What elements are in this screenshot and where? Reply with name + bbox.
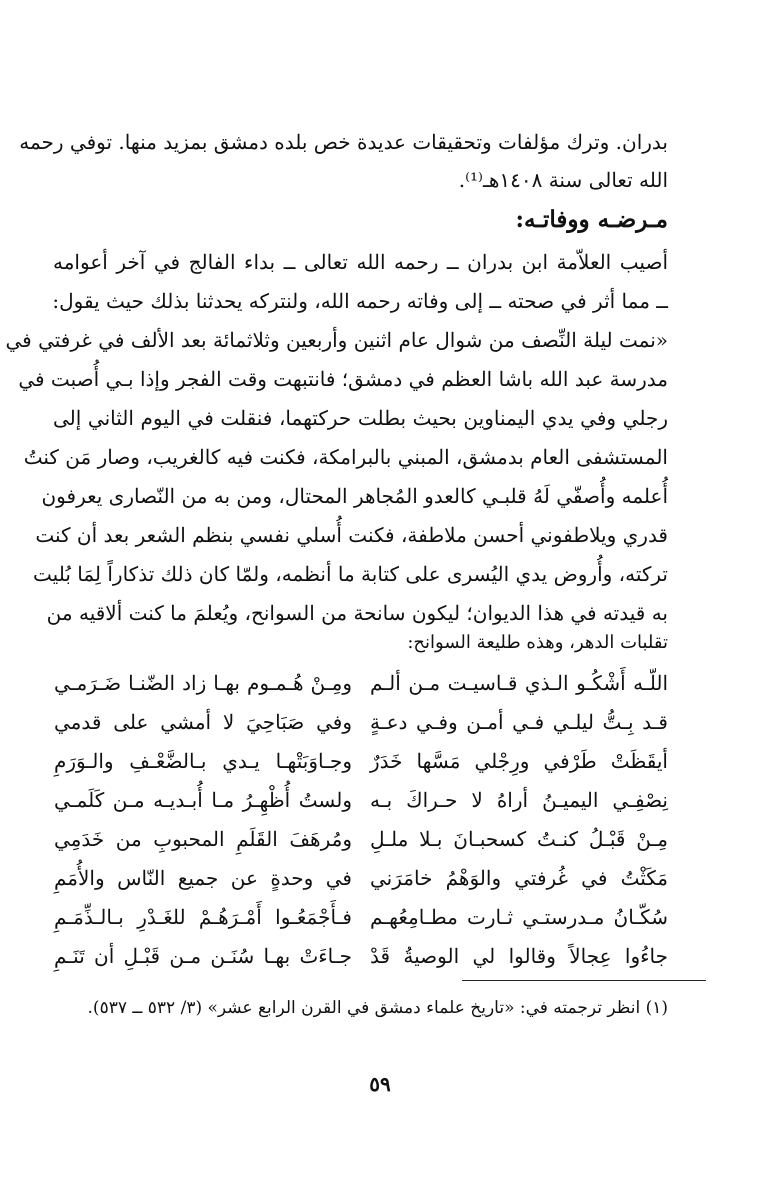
verse-first-hemistich: نِصْفِـي اليميـنُ أراهُ لا حـراكَ بـه bbox=[370, 788, 668, 812]
verse-second-hemistich: ومِـنْ هُـمـوم بهـا زاد الضّنـا ضَـرَمـي bbox=[54, 671, 352, 695]
footnote-divider bbox=[462, 980, 706, 981]
verse-second-hemistich: في وحدةٍ عن جميع النّاس والأُمَمِ bbox=[54, 866, 352, 890]
prose-line: مدرسة عبد الله باشا العظم في دمشق؛ فانتبهت وقت الفجر وإذا بـي أُصبت في bbox=[18, 367, 668, 391]
footnote: (١) انظر ترجمته في: «تاريخ علماء دمشق في القرن الرابع عشر» (٣/ ٥٣٢ ــ ٥٣٧). bbox=[87, 998, 668, 1018]
prose-line: به قيدته في هذا الديوان؛ ليكون سانحة من السوانح، ويُعلمَ ما كنت ألاقيه من bbox=[46, 601, 668, 625]
prose-line: أُعلمه وأُصفّي لَهُ قلبـي كالعدو المُجاهر المحتال، ومن به من النّصارى يعرفون bbox=[41, 484, 668, 508]
verse-first-hemistich: جاءُوا عِجالاً وقالوا لي الوصيةُ قَدْ bbox=[370, 944, 668, 968]
prose-line: ــ مما أثر في صحته ــ إلى وفاته رحمه الله، ولنتركه يحدثنا بذلك حيث يقول: bbox=[52, 289, 668, 313]
verse-first-hemistich: مَكَثْتُ في غُرفتي والوَهْمُ خامَرَني bbox=[370, 866, 668, 890]
prose-line: قدري ويلاطفوني أحسن ملاطفة، فكنت أُسلي نفسي بنظم الشعر بعد أن كنت bbox=[35, 523, 668, 547]
prose-line: تقلبات الدهر، وهذه طليعة السوانح: bbox=[407, 632, 668, 653]
verse-first-hemistich: اللّـه أَشْكُـو الـذي قـاسيـت مـن ألـم bbox=[370, 671, 668, 695]
verse-first-hemistich: قـد بِـتُّ ليلـي فـي أمـن وفـي دعـةٍ bbox=[370, 710, 668, 734]
verse-first-hemistich: مِـنْ قَبْـلُ كنـتُ كسحبـانَ بـلا ملـلِ bbox=[370, 827, 668, 851]
prose-line: تركته، وأُروض يدي اليُسرى على كتابة ما أنظمه، ولمّا كان ذلك تذكاراً لِمَا بُليت bbox=[33, 562, 668, 586]
verse-second-hemistich: فـأَجْمَعُـوا أَمْـرَهُـمْ للغَـدْرِ بـالـذِّمَـمِ bbox=[54, 905, 352, 929]
prose-line: «نمت ليلة النِّصف من شوال عام اثنين وأربعين وثلاثمائة بعد الألف في غرفتي في bbox=[5, 328, 668, 352]
prose-line: رجلي وفي يدي اليمناوين بحيث بطلت حركتهما، فنقلت في اليوم الثاني إلى bbox=[53, 406, 668, 430]
verse-second-hemistich: ومُرهَفَ القَلَمِ المحبوبِ من خَدَمِي bbox=[54, 827, 352, 851]
verse-first-hemistich: أيقَظَتْ طَرْفي ورِجْلي مَسَّها خَدَرٌ bbox=[370, 749, 668, 773]
prose-line: المستشفى العام بدمشق، المبني بالبرامكة، فكنت فيه كالغريب، وصار مَن كنتُ bbox=[23, 445, 668, 469]
section-heading: مـرضـه ووفاتـه: bbox=[515, 206, 668, 233]
verse-second-hemistich: وجـاوَبَتْهـا يـدي بـالضَّعْـفِ والـوَرَمِ bbox=[54, 749, 352, 773]
verse-second-hemistich: وفي صَبَاحِيَ لا أمشي على قدمي bbox=[54, 710, 352, 734]
page-number: ٥٩ bbox=[369, 1072, 391, 1096]
prose-line: أصيب العلاّمة ابن بدران ــ رحمه الله تعالى ــ بداء الفالج في آخر أعوامه bbox=[53, 250, 668, 274]
verse-first-hemistich: سُكّـانُ مـدرستـي ثـارت مطـامِعُهـم bbox=[370, 905, 668, 929]
prose-line: بدران. وترك مؤلفات وتحقيقات عديدة خص بلده دمشق بمزيد منها. توفي رحمه bbox=[19, 130, 668, 154]
prose-line: الله تعالى سنة ١٤٠٨هـ⁽¹⁾. bbox=[458, 168, 668, 192]
verse-second-hemistich: جـاءَتْ بهـا سُنَـن مـن قَبْـلِ أن تَنَـمِ bbox=[54, 944, 352, 968]
verse-second-hemistich: ولستُ أُظْهِـرُ مـا أُبـديـه مـن كَلَمـي bbox=[54, 788, 352, 812]
